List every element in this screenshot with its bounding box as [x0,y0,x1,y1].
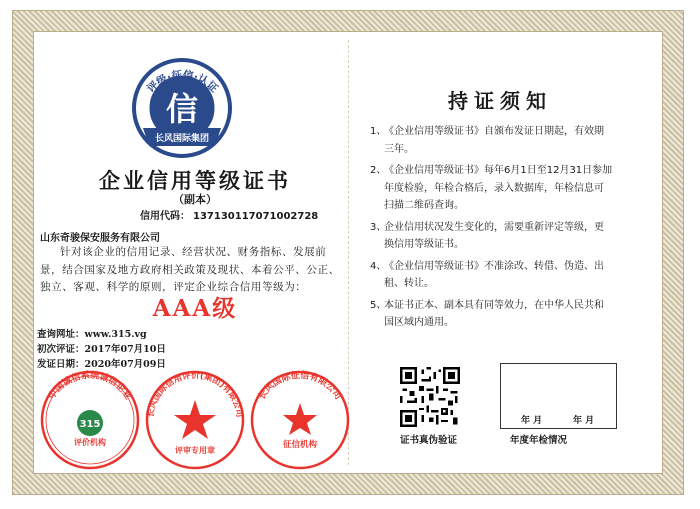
credit-code-label: 信用代码： [140,211,190,222]
notice-num: 5、 [370,299,387,311]
annual-inspection-box [500,363,617,429]
notice-list [370,123,645,336]
credit-rating-logo [125,50,240,160]
credit-code-value: 137130117071002728 [193,211,319,222]
seal-3-center: 征信机构 [282,440,318,450]
notice-line: 扫描二维码查询。 [384,200,464,211]
logo-banner-text: 长风国际集团 [154,134,210,144]
svg-text:长风国际征信有限公司 [255,369,344,402]
notice-line: 《企业信用等级证书》自颁布发证日期起，有效期 [384,126,604,137]
notice-num: 2、 [370,165,387,176]
company-name: 山东奇骏保安服务有限公司 [40,233,160,244]
body-line: 独立、客观、科学的原则，评定企业综合信用等级为： [40,281,307,293]
notice-line: 三年。 [384,143,414,155]
first-date-label: 初次评证： [37,344,85,355]
logo-ring-text: 评级·征信·认证 [145,69,220,96]
notice-num: 4、 [370,260,387,272]
svg-text:中国诚信系统诚信企业 [45,369,134,402]
credit-code [140,207,318,222]
notice-line: 租、转让。 [384,278,434,289]
seal-2-bottom: 评审专用章 [175,446,215,455]
notice-num: 3、 [370,221,387,233]
notice-num: 1、 [370,126,387,137]
notice-line: 企业信用状况发生变化的，需要重新评定等级，更 [384,221,604,233]
notice-title: 持证须知 [448,89,552,113]
seal-3-ring-text: 长风国际征信有限公司 [257,370,343,402]
inspection-caption: 年度年检情况 [510,435,568,446]
seal-1-badge: 315 [79,419,101,430]
query-url-row [37,326,147,340]
body-line: 针对该企业的信用记录、经营状况、财务指标、发展前 [60,246,327,258]
body-line: 景，结合国家及地方政府相关政策及现状、本着公平、公正、 [40,263,340,276]
credit-rating: AAA级 [152,295,238,322]
query-url: www.315.vg [84,329,147,340]
inspection-year-month-2: 年 月 [573,416,595,426]
seal-1-ring-text: 中国诚信系统诚信企业 [47,370,133,402]
notice-line: 本证书正本、副本具有同等效力，在中华人民共和 [384,299,604,311]
notice-line: 年度检验，年检合格后，录入数据库，年检信息可 [384,182,604,194]
certificate-subtitle: （副本） [173,193,217,206]
first-date-row [37,341,166,355]
notice-line: 国区域内通用。 [384,317,454,328]
official-seals [40,365,350,475]
notice-item [370,219,645,254]
notice-item [370,123,645,158]
qr-caption: 证书真伪验证 [400,435,458,446]
seal-1-center: 评价机构 [74,438,106,447]
notice-line: 换信用等级证书。 [384,239,464,250]
notice-line: 《企业信用等级证书》不准涂改、转借、伪造、出 [384,260,604,272]
certificate-title: 企业信用等级证书 [99,168,291,193]
notice-item [370,258,645,293]
first-date: 2017年07月10日 [84,344,166,355]
issue-date-label: 发证日期： [37,359,85,370]
inspection-year-month-1: 年 月 [521,416,543,426]
issue-date: 2020年07月09日 [84,359,166,370]
query-url-label: 查询网址： [37,329,85,340]
notice-item [370,162,645,215]
seal-2-ring-text: 长风国际信用评价(集团)有限公司 [145,370,245,419]
logo-center-char: 信 [165,90,199,128]
notice-line: 《企业信用等级证书》每年6月1日至12月31日参加 [384,165,613,176]
certificate-body [40,244,340,297]
notice-item [370,297,645,332]
verification-qr-code[interactable] [400,367,460,427]
